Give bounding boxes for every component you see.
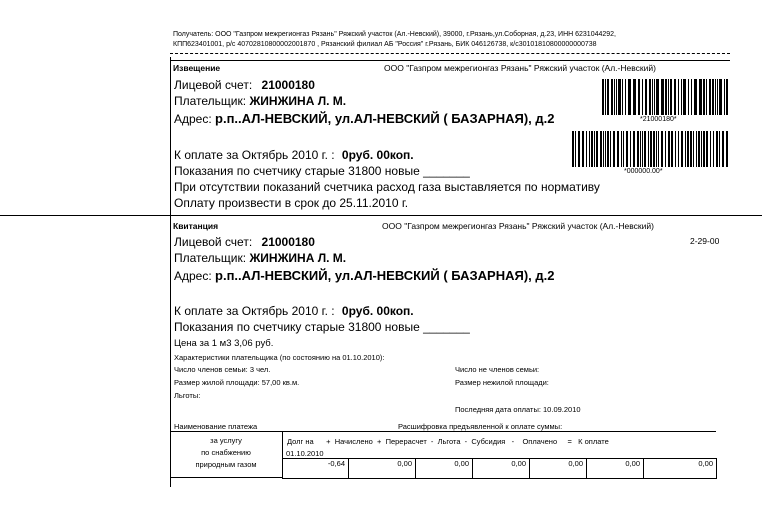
barcode-bar [693,131,694,167]
service-line-3: природным газом [195,460,257,469]
barcode-bar [605,79,606,115]
barcode-bar [613,131,615,167]
account-label: Лицевой счет: [174,78,253,92]
barcode-bar [690,131,692,167]
barcode-bar [722,131,724,167]
barcode-bar [605,131,607,167]
barcode-bar [681,79,683,115]
vertical-divider [170,57,171,487]
barcode-bar [724,79,725,115]
account-value: 21000180 [261,235,315,249]
receipt-title: Квитанция [173,221,219,231]
barcode-bar [658,131,660,167]
barcode-bar [685,131,686,167]
due-value: 0руб. 00коп. [341,148,414,162]
value-charged: 0,00 [349,459,416,478]
barcode-bar [633,79,634,115]
barcode-bar [670,79,672,115]
values-row [282,458,717,479]
receipt-price: Цена за 1 м3 3,06 руб. [174,338,274,349]
payer-value: ЖИНЖИНА Л. М. [249,94,347,108]
value-subsidy: 0,00 [530,459,587,478]
barcode-bar [698,131,700,167]
barcode-bar [578,131,580,167]
address-value: р.п..АЛ-НЕВСКИЙ, ул.АЛ-НЕВСКИЙ ( БАЗАРНАЯ), д.2 [215,111,555,126]
barcode-bar [713,131,715,167]
barcode-bar [621,131,622,167]
barcode-bar [634,79,636,115]
calc-headers: Долг на + Начислено + Перерасчет - Льгота - Субсидия - Оплачено = К оплате [287,437,609,446]
barcode-bar [678,79,679,115]
barcode-bar [650,131,652,167]
barcode-bar [668,131,670,167]
notice-title: Извещение [173,63,221,73]
barcode-bar [653,131,655,167]
service-cell [170,432,283,478]
barcode-account [602,79,730,115]
barcode-bar [640,131,641,167]
due-label: К оплате за Октябрь 2010 г. : [174,304,335,318]
notice-deadline: Оплату произвести в срок до 25.11.2010 г. [174,196,409,210]
barcode-bar [699,79,700,115]
barcode-bar [614,79,615,115]
barcode-bar [719,131,720,167]
value-paid: 0,00 [587,459,644,478]
barcode-bar [642,131,644,167]
account-label: Лицевой счет: [174,235,253,249]
barcode-bar [706,79,707,115]
barcode-bar [726,131,728,167]
notice-top-line [170,60,730,61]
barcode-bar [717,79,719,115]
nonliving-area: Размер нежилой площади: [455,378,549,387]
barcode-bar [716,131,718,167]
payer-label: Плательщик: [174,251,247,265]
barcode-bar [582,131,584,167]
receipt-phone: 2-29-00 [690,236,720,246]
barcode-bar [649,79,651,115]
last-payment-date: Последняя дата оплаты: 10.09.2010 [455,405,581,414]
address-value: р.п..АЛ-НЕВСКИЙ, ул.АЛ-НЕВСКИЙ ( БАЗАРНАЯ), д.2 [215,268,555,283]
receipt-payer [174,251,346,265]
barcode-bar [626,131,628,167]
barcode-bar [656,79,658,115]
barcode-bar [637,131,639,167]
barcode-bar [603,131,604,167]
barcode-bar [661,79,662,115]
notice-payer [174,94,346,108]
barcode-bar [694,79,696,115]
col-name-header: Наименование платежа [174,422,258,431]
barcode-bar [607,131,609,167]
barcode-bar [710,131,711,167]
barcode-bar [726,79,728,115]
service-line-2: по снабжению [201,448,251,457]
barcode-bar [618,79,620,115]
barcode-bar [648,131,649,167]
recipient-line-2: КПП623401001, р/с 40702810800002001870 , Рязанский филиал АБ "Россия" г.Рязань, БИК 046126738, к/с30101810800000000738 [173,41,597,48]
barcode-bar [687,131,689,167]
living-area: Размер жилой площади: 57,00 кв.м. [174,378,300,387]
barcode-bar [709,79,711,115]
barcode-bar [712,79,714,115]
address-label: Адрес: [174,112,212,126]
barcode-amount [572,131,730,167]
barcode-bar [674,79,676,115]
receipt-address [174,268,555,283]
benefits: Льготы: [174,391,201,400]
value-debt: -0,64 [282,459,349,478]
barcode-bar [662,79,664,115]
barcode-bar [681,131,683,167]
barcode-bar [675,131,676,167]
notice-address [174,111,555,126]
barcode-bar [678,131,680,167]
barcode-bar [671,131,673,167]
barcode-bar [638,79,640,115]
barcode-bar [628,79,630,115]
barcode-bar [607,79,609,115]
barcode-bar [616,79,618,115]
cut-line [170,53,730,54]
barcode-bar [622,79,623,115]
barcode-bar [617,131,619,167]
barcode-bar [706,131,708,167]
barcode-bar [596,131,598,167]
barcode-bar [572,131,574,167]
barcode-bar [589,131,591,167]
barcode-bar [719,79,721,115]
value-benefit: 0,00 [473,459,530,478]
value-total: 0,00 [698,459,713,468]
recipient-line-1: Получатель: ООО "Газпром межрегионгаз Рязань" Ряжский участок (Ал.-Невский), 39000, г.Рязань,ул.Соборная, д.23, ИНН 6231044292, [173,31,616,38]
barcode-bar [703,79,705,115]
barcode-bar [715,79,716,115]
barcode-bar [703,131,705,167]
barcode-bar [700,79,702,115]
barcode-amount-text: *000000.00* [624,168,663,175]
notice-meter: Показания по счетчику старые 31800 новые _______ [174,164,470,178]
notice-due [174,148,414,162]
barcode-bar [642,79,643,115]
payer-label: Плательщик: [174,94,247,108]
barcode-bar [665,131,666,167]
debt-date: 01.10.2010 [286,449,324,458]
barcode-account-text: *21000180* [640,116,677,123]
barcode-bar [701,131,702,167]
value-recalc: 0,00 [416,459,473,478]
barcode-bar [688,79,689,115]
barcode-bar [610,131,611,167]
family-members: Число членов семьи: 3 чел. [174,365,271,374]
due-label: К оплате за Октябрь 2010 г. : [174,148,335,162]
barcode-bar [591,131,593,167]
payer-value: ЖИНЖИНА Л. М. [249,251,347,265]
barcode-bar [656,131,657,167]
section-divider [0,215,762,216]
barcode-bar [652,79,653,115]
account-value: 21000180 [261,78,315,92]
barcode-bar [691,79,693,115]
barcode-bar [625,79,627,115]
barcode-bar [602,79,604,115]
service-line-1: за услугу [210,436,242,445]
barcode-bar [623,131,625,167]
receipt-meter: Показания по счетчику старые 31800 новые _______ [174,320,470,334]
barcode-bar [654,79,656,115]
notice-org: ООО "Газпром межрегионгаз Рязань" Ряжский участок (Ал.-Невский) [384,63,656,73]
notice-account [174,78,315,92]
barcode-bar [644,131,646,167]
non-family-members: Число не членов семьи: [455,365,540,374]
barcode-bar [600,131,602,167]
barcode-bar [665,79,667,115]
barcode-bar [683,79,685,115]
receipt-due [174,304,414,318]
barcode-bar [586,131,587,167]
barcode-bar [696,131,698,167]
barcode-bar [633,131,635,167]
barcode-bar [594,131,595,167]
notice-norm: При отсутствии показаний счетчика расход газа выставляется по нормативу [174,180,600,194]
barcode-bar [645,79,647,115]
barcode-bar [575,131,576,167]
barcode-bar [630,131,631,167]
barcode-bar [661,131,663,167]
due-value: 0руб. 00коп. [341,304,414,318]
receipt-account [174,235,315,249]
col-breakdown-header: Расшифровка предъявленной к оплате суммы: [398,422,563,431]
barcode-bar [668,79,669,115]
barcode-bar [611,79,613,115]
address-label: Адрес: [174,269,212,283]
receipt-org: ООО "Газпром межрегионгаз Рязань" Ряжский участок (Ал.-Невский) [382,221,654,231]
payer-characteristics-title: Характеристики плательщика (по состоянию на 01.10.2010): [174,353,385,362]
